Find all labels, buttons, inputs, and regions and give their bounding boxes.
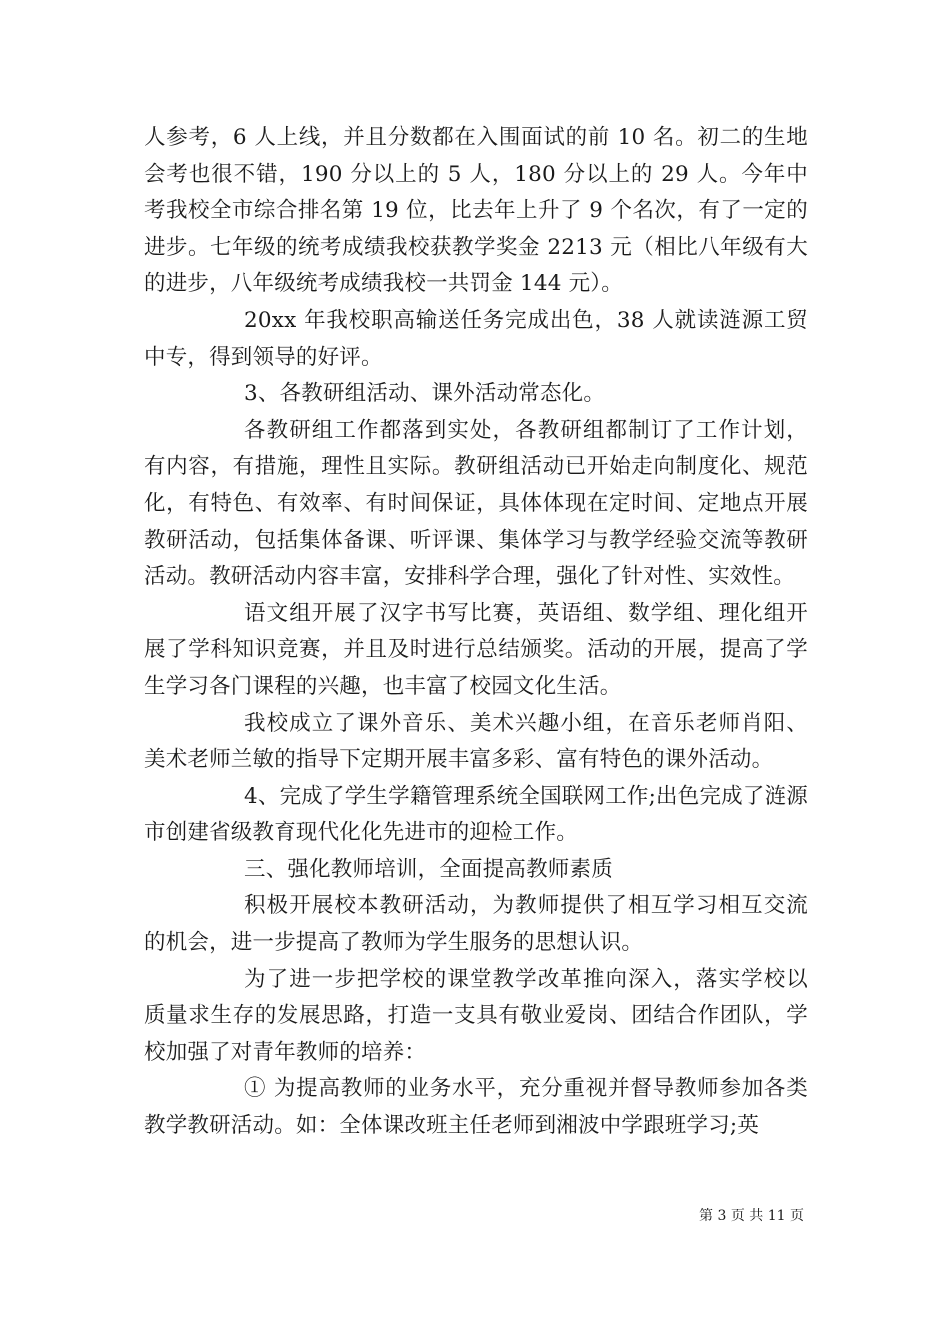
- paragraph-research-groups: 各教研组工作都落到实处，各教研组都制订了工作计划，有内容，有措施，理性且实际。教研组活动已开始走向制度化、规范化，有特色、有效率、有时间保证，具体体现在定时间、定地点开展教研活动，包括集体备课、听评课、集体学习与教学经验交流等教研活动。教研活动内容丰富，安排科学合理，强化了针对性、实效性。: [144, 417, 808, 590]
- document-body: [144, 120, 808, 1145]
- paragraph-interest-groups: 我校成立了课外音乐、美术兴趣小组，在音乐老师肖阳、美术老师兰敏的指导下定期开展丰富多彩、富有特色的课外活动。: [144, 710, 808, 773]
- paragraph-young-teachers: 为了进一步把学校的课堂教学改革推向深入，落实学校以质量求生存的发展思路，打造一支具有敬业爱岗、团结合作团队，学校加强了对青年教师的培养：: [144, 966, 808, 1065]
- page-number-footer: 第 3 页 共 11 页: [699, 1208, 804, 1224]
- paragraph-exam-results: 人参考，6 人上线，并且分数都在入围面试的前 10 名。初二的生地会考也很不错，190 分以上的 5 人，180 分以上的 29 人。今年中考我校全市综合排名第 19 位，比去年上升了 9 个名次，有了一定的进步。七年级的统考成绩我校获教学奖金 2213 元（相比八年级有大的进步，八年级统考成绩我校一共罚金 144 元）。: [144, 125, 808, 297]
- paragraph-item-one: ① 为提高教师的业务水平，充分重视并督导教师参加各类教学教研活动。如：全体课改班主任老师到湘波中学跟班学习;英: [144, 1076, 808, 1139]
- paragraph-school-research: 积极开展校本教研活动，为教师提供了相互学习相互交流的机会，进一步提高了教师为学生服务的思想认识。: [144, 893, 808, 956]
- section-heading-teacher-training: 三、强化教师培训，全面提高教师素质: [244, 856, 613, 882]
- paragraph-heading-research-activities: 3、各教研组活动、课外活动常态化。: [244, 381, 606, 407]
- paragraph-vocational-transfer: 20xx 年我校职高输送任务完成出色，38 人就读涟源工贸中专，得到领导的好评。: [144, 307, 808, 370]
- paragraph-competitions: 语文组开展了汉字书写比赛，英语组、数学组、理化组开展了学科知识竞赛，并且及时进行总结颁奖。活动的开展，提高了学生学习各门课程的兴趣，也丰富了校园文化生活。: [144, 600, 808, 699]
- paragraph-student-registry: 4、完成了学生学籍管理系统全国联网工作;出色完成了涟源市创建省级教育现代化化先进市的迎检工作。: [144, 783, 808, 846]
